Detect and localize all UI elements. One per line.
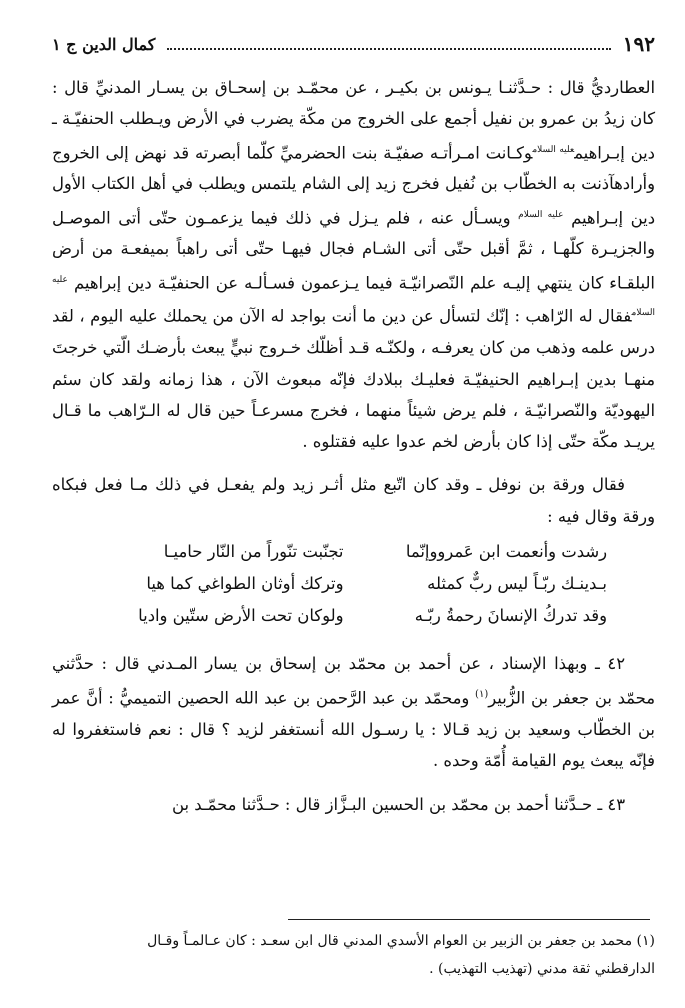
paragraph-4: ٤٣ ـ حـدَّثنا أحمد بن محمّد بن الحسين البـزَّاز قال : حـدَّثنا محمّـد بن xyxy=(171,794,625,814)
footnote-line-2: الدارقطني ثقة مدني (تهذيب التهذيب) . xyxy=(429,961,655,977)
footnote-marker: (١) xyxy=(475,689,489,701)
poem-verse-1-first-hemistich: رشدت وأنعمت ابن عَمرووإنّما xyxy=(405,542,607,562)
main-text xyxy=(52,72,655,820)
header-dotted-leader xyxy=(167,38,610,50)
poem-verse-1-second-hemistich: تجنّبت تنّوراً من النّار حاميـا xyxy=(163,542,344,562)
pbuh-mark: عليه السلام xyxy=(532,144,575,155)
paragraph-3: ٤٢ ـ وبهذا الإسناد ، عن أحمد بن محمّد بن إسحاق بن يسار المـدني قال : حدَّثني محمّد بن جعفر بن الزُّبير$^{(١)}$ ومحمّد بن عبد الرَّحمن بن عبد الله الحصين التميميُّ : أنَّ عمر بن الخطّاب وسعيد بن زيد قـالا : يا رسـول الله أنستغفر لزيد ؟ قال : نعم فاستغفروا له فإنّه يبعث يوم القيامة أُمّة وحده . xyxy=(52,654,656,771)
page-header xyxy=(52,26,655,62)
poem-verse-2-first-hemistich: بـدينـك ربّـاً ليس ربٌّ كمثله xyxy=(427,574,607,594)
footnote-separator xyxy=(288,919,650,920)
paragraph-1: العطارديُّ قال : حـدَّثنـا يـونس بن بكيـر ، عن محمّـد بن إسحـاق بن يسـار المدنيِّ قال : كان زيدُ بن عمرو بن نفيل أجمع على الخروج من مكّة يضرب في الأرض ويـطلب الحنفيّـة ـ دين إبـراهيم$^{عليه السلام}$وكـانت امـرأتـه صفيّـة بنت الحضرميِّ كلّما أبصرته قد نهض إلى الخروج وأرادهآذنت به الخطّاب بن نُفيل فخرج زيد إلى الشام يلتمس ويطلب في أهل الكتاب الأول دين إبـراهيم $^{عليه السلام}$ ويسـأل عنه ، فلم يـزل في ذلك فيما يزعمـون حتّى أتى الموصـل والجزيـرة كلّهـا ، ثمَّ أقبل حتّى أتى الشـام فجال فيهـا حتّى أتى راهباً بميفعـة من أرض البلقـاء كان ينتهي إليـه علم النّصرانيّـة فيما يـزعمون فسـألـه عن الحنفيّـة دين إبراهيم $^{عليه السلام}$فقال له الرّاهب : إنّك لتسأل عن دين ما أنت بواجد له الآن من يحملك عليه اليوم ، لقد درس علمه وذهب من كان يعرفـه ، ولكنّـه قـد أظلّك خـروج نبيٍّ يبعث بأرضـك الّتي خرجتَ منهـا بدين إبـراهيم الحنيفيّـة فعليـك ببلادك فإنّه مبعوث الآن ، هذا زمانه ولقد كان سئم اليهوديّة والنّصرانيّـة ، فلم يرض شيئاً منهما ، فخرج مسرعـاً حين قال له الـرّاهب ما قـال يريـد مكّة حتّى إذا كان بأرض لخم عدوا عليه فقتلوه . xyxy=(52,78,656,452)
poem-verse-3-first-hemistich: وقد تدركُ الإنسانَ رحمةُ ربّـه xyxy=(414,606,607,626)
running-title: كمال الدين ج ١ xyxy=(52,34,156,54)
paragraph-2: فقال ورقة بن نوفل ـ وقد كان اتّبع مثل أثـر زيد ولم يفعـل في ذلك مـا فعل فبكاه ورقة وقال فيه : xyxy=(52,475,655,526)
poem-verse-3-second-hemistich: ولوكان تحت الأرض ستّين واديا xyxy=(138,606,344,626)
pbuh-mark: عليه السلام xyxy=(518,209,564,220)
pbuh-mark: عليه السلام xyxy=(52,274,655,319)
poem-verse-2-second-hemistich: وتركك أوثان الطواغي كما هيا xyxy=(146,574,344,594)
footnotes xyxy=(52,927,655,983)
footnote-line-1: (١) محمد بن جعفر بن الزبير بن العوام الأسدي المدني قال ابن سعـد : كان عـالمـاً وقـال xyxy=(147,933,655,949)
page-number: ١٩٢ xyxy=(622,32,655,56)
poem xyxy=(52,536,655,632)
